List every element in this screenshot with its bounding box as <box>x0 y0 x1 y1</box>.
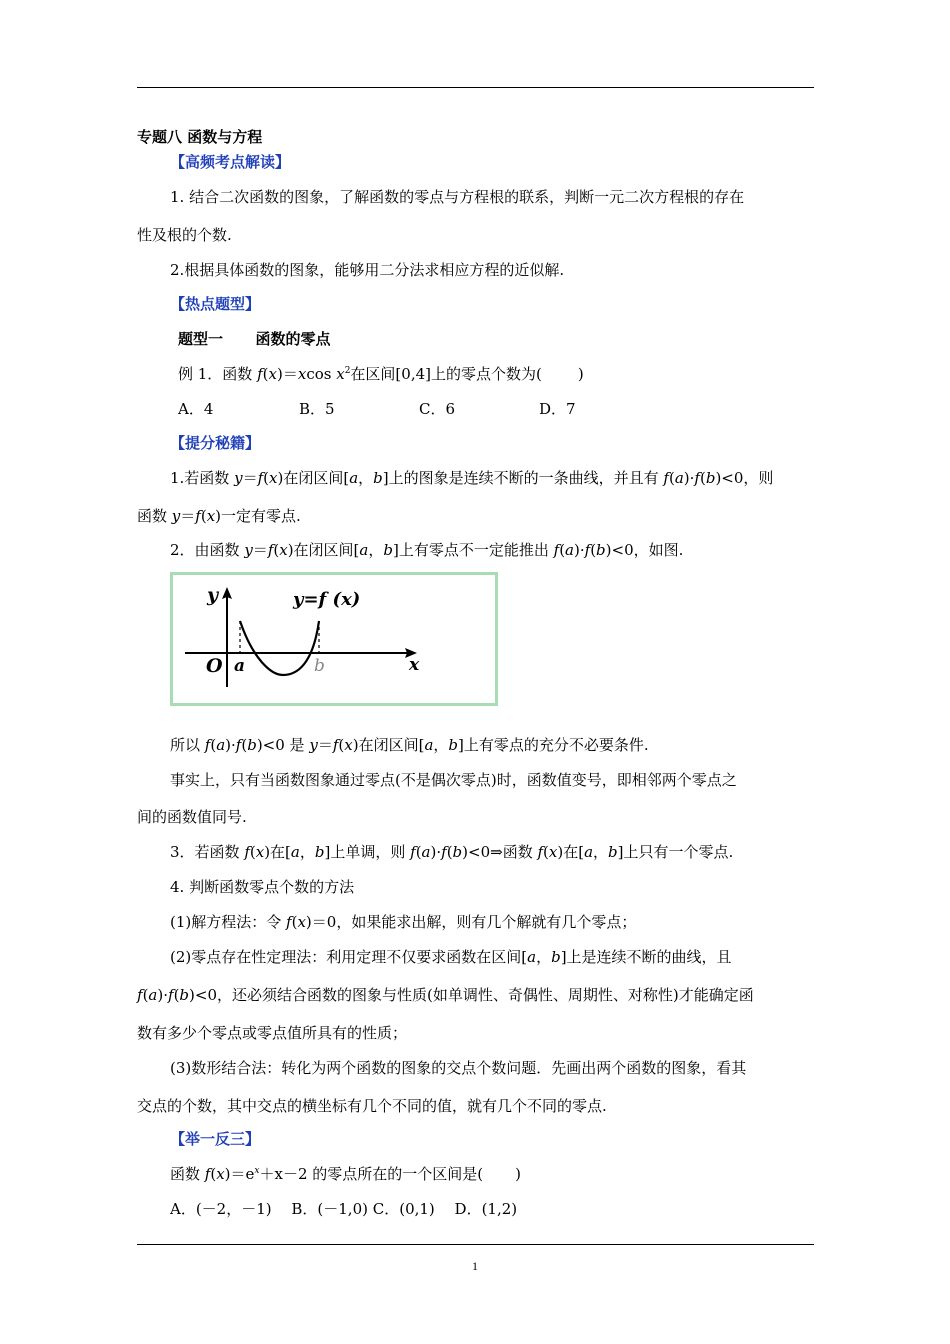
origin-label: O <box>206 655 223 677</box>
tip-3: 3．若函数 f(x)在[a，b]上单调，则 f(a)·f(b)<0⇒函数 f(x)在[a，b]上只有一个零点. <box>170 843 734 861</box>
page-title: 专题八 函数与方程 <box>137 128 263 146</box>
conclusion-2a: 事实上，只有当函数图象通过零点(不是偶次零点)时，函数值变号，即相邻两个零点之 <box>170 771 737 789</box>
b-label: b <box>314 656 325 676</box>
graph-svg <box>173 575 495 703</box>
method-3b: 交点的个数，其中交点的横坐标有几个不同的值，就有几个不同的零点. <box>137 1097 607 1115</box>
conclusion-2b: 间的函数值同号. <box>137 808 247 826</box>
reading-item-1b: 性及根的个数. <box>137 226 232 244</box>
method-title: 4. 判断函数零点个数的方法 <box>170 878 355 896</box>
option-b: B．5 <box>299 400 335 418</box>
tip-1a: 1.若函数 y＝f(x)在闭区间[a，b]上的图象是连续不断的一条曲线，并且有 f(a)·f(b)<0，则 <box>170 469 774 487</box>
section-reading-heading: 【高频考点解读】 <box>170 153 291 171</box>
x-label: x <box>409 655 420 675</box>
method-2b: f(a)·f(b)<0，还必须结合函数的图象与性质(如单调性、奇偶性、周期性、对称性)才能确定函 <box>137 986 754 1004</box>
practice-question: 函数 $f(x)=e^x+x-2$ 的零点所在的一个区间是( ) <box>170 1165 521 1183</box>
type1-heading <box>178 329 331 349</box>
header-rule <box>137 87 814 88</box>
method-2a: (2)零点存在性定理法：利用定理不仅要求函数在区间[a，b]上是连续不断的曲线，且 <box>170 948 732 966</box>
option-d: D．7 <box>539 400 576 418</box>
a-label: a <box>234 656 246 676</box>
section-practice-heading: 【举一反三】 <box>170 1130 261 1148</box>
type1-label: 题型一 <box>178 330 224 348</box>
section-tips-heading: 【提分秘籍】 <box>170 434 261 452</box>
page-number: 1 <box>472 1259 478 1273</box>
option-c: C．6 <box>419 400 456 418</box>
conclusion-1: 所以 f(a)·f(b)<0 是 y＝f(x)在闭区间[a，b]上有零点的充分不必要条件. <box>170 736 649 754</box>
function-graph-figure <box>170 572 498 706</box>
tip-2: 2．由函数 y＝f(x)在闭区间[a，b]上有零点不一定能推出 f(a)·f(b)<0，如图. <box>170 541 684 559</box>
method-3a: (3)数形结合法：转化为两个函数的图象的交点个数问题．先画出两个函数的图象，看其 <box>170 1059 747 1077</box>
example1-options <box>178 399 576 419</box>
type1-name: 函数的零点 <box>255 330 331 348</box>
practice-options: A．(－2，－1) B．(－1,0) C．(0,1) D．(1,2) <box>170 1200 518 1218</box>
reading-item-1a: 1. 结合二次函数的图象，了解函数的零点与方程根的联系，判断一元二次方程根的存在 <box>170 188 745 206</box>
function-curve <box>240 621 319 675</box>
footer-rule <box>137 1244 814 1245</box>
example1-question: 例 1．函数 f(x)＝xcos $x^2$在区间[0,4]上的零点个数为( ) <box>178 365 584 383</box>
y-label: y <box>207 584 219 606</box>
reading-item-2: 2.根据具体函数的图象，能够用二分法求相应方程的近似解. <box>170 261 565 279</box>
option-a: A．4 <box>178 400 214 418</box>
method-1: (1)解方程法：令 f(x)＝0，如果能求出解，则有几个解就有几个零点； <box>170 913 637 931</box>
section-hot-heading: 【热点题型】 <box>170 295 261 313</box>
function-label: y=f (x) <box>293 589 361 610</box>
method-2c: 数有多少个零点或零点值所具有的性质； <box>137 1024 408 1042</box>
tip-1b: 函数 y＝f(x)一定有零点. <box>137 507 301 525</box>
